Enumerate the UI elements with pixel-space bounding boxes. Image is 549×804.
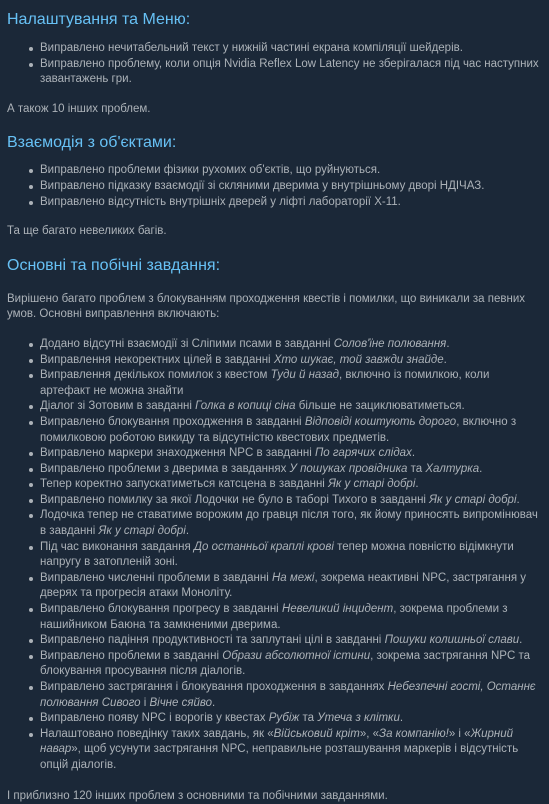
item-text: . bbox=[411, 447, 416, 460]
item-text: та bbox=[299, 712, 318, 725]
quest-name: Рубіж bbox=[268, 712, 300, 725]
list-item bbox=[29, 602, 541, 633]
item-text: більше не зациклюватиметься. bbox=[295, 400, 465, 413]
quest-name: Військовий кріт bbox=[273, 727, 360, 740]
settings-fix-list bbox=[7, 41, 541, 88]
item-text: Виправлено блокування проходження в завданні bbox=[40, 415, 305, 428]
quest-name: Хто шукає, той завжди знайде bbox=[273, 353, 444, 366]
item-text: Тепер коректно запускатиметься катсцена в завданні bbox=[40, 478, 329, 491]
item-text: Лодочка тепер не ставатиме ворожим до гравця після того, як йому приносять випромінювач в завданні bbox=[40, 509, 538, 538]
item-text: тепер можна повністю відімкнути напругу в затопленій зоні. bbox=[40, 540, 514, 569]
section-title-settings: Налаштування та Меню: bbox=[7, 11, 191, 28]
item-text: Виправлено маркери знаходження NPC в завданні bbox=[40, 447, 315, 460]
quest-name: Відповіді коштують дорого bbox=[304, 415, 457, 428]
interaction-fix-list bbox=[7, 163, 541, 210]
item-text: Виправлено блокування прогресу в завданні bbox=[40, 603, 282, 616]
quest-name: Як у старі добрі bbox=[328, 478, 416, 491]
quest-name: У пошуках провідника bbox=[289, 462, 408, 475]
item-text: , зокрема проблеми з нашийником Баюна та замкненими дверима. bbox=[40, 603, 508, 631]
item-text: Виправлено численні проблеми в завданні bbox=[40, 571, 272, 584]
item-text: Під час виконання завдання bbox=[40, 540, 194, 553]
quest-name: Жирний навар bbox=[40, 727, 514, 756]
quest-name: Невеликий інцидент bbox=[281, 603, 394, 616]
list-item bbox=[29, 353, 541, 369]
quest-name: Образи абсолютної істини bbox=[222, 649, 371, 662]
quests-intro: Вирішено багато проблем з блокуванням проходження квестів і помилки, що виникали за певних умов. Основні виправлення включають: bbox=[7, 292, 526, 321]
list-item bbox=[29, 711, 541, 727]
quest-name: Солов'їне полювання bbox=[333, 337, 447, 350]
item-text: . bbox=[415, 478, 419, 491]
quests-fix-list bbox=[7, 337, 541, 774]
quest-name: По гарячих слідах bbox=[314, 447, 412, 460]
item-text: », щоб усунути застрягання NPC, неправильне розташування маркерів і відсутність опцій діалогів. bbox=[40, 743, 519, 771]
list-item bbox=[29, 446, 541, 462]
item-text: . bbox=[446, 337, 450, 350]
item-text: Діалог зі Зотовим в завданні bbox=[40, 400, 196, 413]
list-item bbox=[29, 633, 541, 649]
list-item bbox=[29, 649, 541, 680]
item-text: . bbox=[212, 696, 216, 709]
item-text: та bbox=[407, 462, 426, 475]
list-item: Виправлено підказку взаємодії зі скляними дверима у внутрішньому дворі НДІЧАЗ. bbox=[29, 179, 541, 195]
item-text: Виправлення некоректних цілей в завданні bbox=[40, 353, 274, 366]
list-item bbox=[29, 399, 541, 415]
quest-name: Халтурка bbox=[425, 462, 480, 475]
quest-name: Голка в копиці сіна bbox=[195, 400, 296, 413]
quest-name: Як у старі добрі bbox=[429, 493, 517, 506]
item-text: і bbox=[140, 696, 150, 709]
section-title-quests: Основні та побічні завдання: bbox=[7, 256, 221, 274]
quest-name: Як у старі добрі bbox=[98, 525, 186, 538]
interaction-footer: Та ще багато невеликих багів. bbox=[7, 225, 167, 238]
list-item bbox=[29, 540, 541, 571]
item-text: . bbox=[443, 353, 447, 366]
list-item bbox=[29, 508, 541, 539]
item-text: » і « bbox=[448, 727, 471, 740]
list-item bbox=[29, 415, 541, 446]
item-text: , зокрема застрягання NPC та блокування просування після діалогів. bbox=[40, 649, 530, 678]
item-text: Налаштовано поведінку таких завдань, як « bbox=[40, 727, 274, 740]
item-text: . bbox=[185, 525, 190, 538]
section-title-interaction: Взаємодія з об'єктами: bbox=[7, 134, 177, 152]
list-item: Виправлено проблеми фізики рухомих об'єктів, що руйнуються. bbox=[29, 163, 541, 179]
list-item bbox=[29, 368, 541, 399]
item-text: Виправлено помилку за якої Лодочки не було в таборі Тихого в завданні bbox=[40, 493, 430, 506]
list-item bbox=[29, 477, 541, 493]
item-text: Виправлено падіння продуктивності та заплутані цілі в завданні bbox=[40, 634, 385, 647]
list-item: Виправлено проблему, коли опція Nvidia Reflex Low Latency не зберігалася під час наступних завантажень гри. bbox=[29, 57, 541, 88]
list-item: Виправлено відсутність внутрішніх дверей у ліфті лабораторії Х-11. bbox=[29, 195, 541, 211]
quest-name: Пошуки колишньої слави bbox=[384, 634, 520, 647]
item-text: . bbox=[399, 712, 404, 725]
quest-name: За компанію! bbox=[379, 727, 449, 740]
item-text: , зокрема неактивні NPC, застрягання у дверях та прогресія атаки Моноліту. bbox=[40, 571, 526, 600]
quest-name: Небезпечні гості, Останнє полювання Сивого bbox=[40, 681, 536, 709]
list-item bbox=[29, 462, 541, 478]
quest-name: Утеча з клітки bbox=[317, 712, 400, 725]
item-text: Додано відсутні взаємодії зі Сліпими псами в завданні bbox=[40, 337, 334, 350]
list-item bbox=[29, 571, 541, 602]
quests-footer: І приблизно 120 інших проблем з основними та побічними завданнями. bbox=[7, 789, 388, 802]
item-text: Виправлено застрягання і блокування проходження в завданнях bbox=[40, 681, 388, 693]
item-text: , включно із помилкою, коли артефакт не можна знайти bbox=[40, 369, 490, 397]
item-text: Виправлено проблеми в завданні bbox=[40, 649, 223, 662]
quest-name: Вічне сяйво bbox=[149, 696, 213, 709]
item-text: Виправлено проблеми з дверима в завданнях bbox=[40, 462, 290, 475]
item-text: Виправлення декількох помилок з квестом bbox=[40, 369, 271, 382]
item-text: Виправлено появу NPC і ворогів у квестах bbox=[40, 712, 269, 725]
quest-name: Туди й назад bbox=[270, 369, 340, 382]
list-item bbox=[29, 337, 541, 353]
item-text: », « bbox=[359, 727, 380, 740]
list-item bbox=[29, 727, 541, 774]
list-item bbox=[29, 493, 541, 509]
list-item bbox=[29, 680, 541, 711]
quest-name: До останньої краплі крові bbox=[193, 540, 334, 553]
item-text: , включно з помилковою роботою викиду та відсутністю квестових предметів. bbox=[40, 415, 517, 444]
item-text: . bbox=[519, 634, 523, 647]
settings-footer: А також 10 інших проблем. bbox=[7, 102, 151, 115]
list-item: Виправлено нечитабельний текст у нижній частині екрана компіляції шейдерів. bbox=[29, 41, 541, 57]
item-text: . bbox=[479, 462, 483, 475]
quest-name: На межі bbox=[271, 571, 315, 584]
item-text: . bbox=[516, 493, 520, 506]
